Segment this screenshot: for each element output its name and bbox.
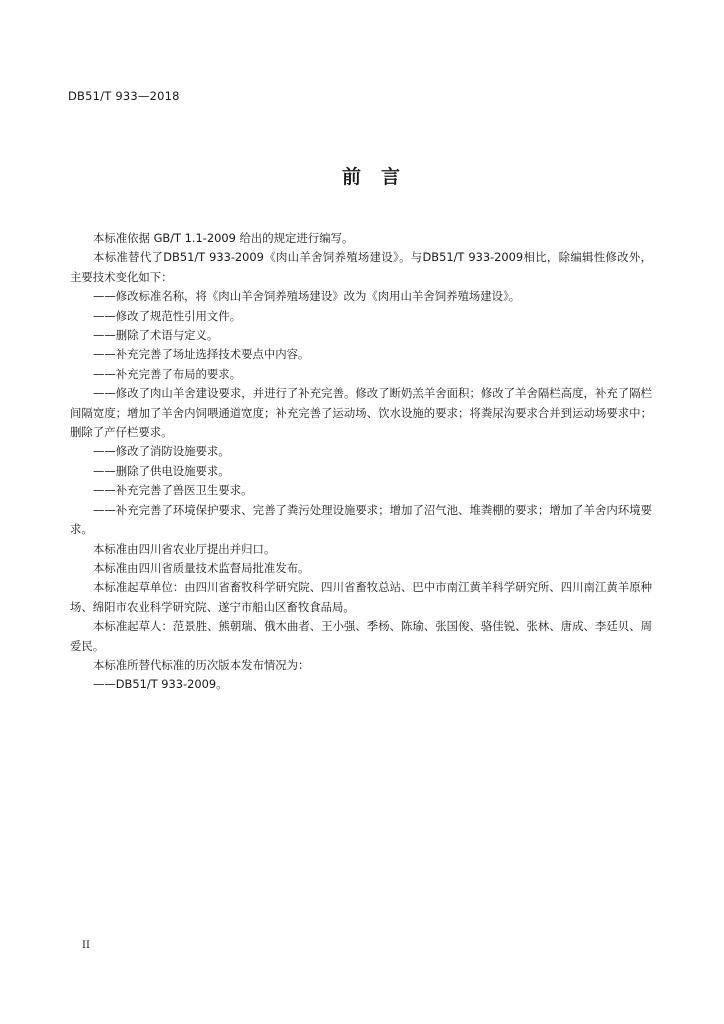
list-item: ——补充完善了布局的要求。 — [93, 366, 242, 381]
paragraph: 本标准依据 GB/T 1.1-2009 给出的规定进行编写。 — [93, 231, 354, 245]
paragraph: 本标准所替代标准的历次版本发布情况为： — [93, 657, 310, 672]
page-number: II — [82, 940, 90, 951]
paragraph: 本标准由四川省农业厅提出并归口。 — [93, 541, 276, 556]
list-item: ——补充完善了场址选择技术要点中内容。 — [93, 347, 310, 362]
list-item: ——补充完善了环境保护要求、完善了粪污处理设施要求；增加了沼气池、堆粪棚的要求；增加了羊舍内环境要求。 — [70, 502, 652, 537]
list-item: ——补充完善了兽医卫生要求。 — [93, 483, 253, 498]
list-item: ——DB51/T 933-2009。 — [93, 677, 228, 692]
list-item: ——修改标准名称，将《肉山羊舍饲养殖场建设》改为《肉用山羊舍饲养殖场建设》。 — [93, 289, 521, 304]
paragraph: 本标准起草人：范景胜、熊朝瑞、俄木曲者、王小强、季杨、陈瑜、张国俊、骆佳锐、张林、唐成、李廷贝、周爱民。 — [70, 619, 652, 653]
paragraph: 本标准起草单位：由四川省畜牧科学研究院、四川省畜牧总站、巴中市南江黄羊科学研究所、四川南江黄羊原种场、绵阳市农业科学研究院、遂宁市船山区畜牧食品局。 — [70, 580, 652, 614]
list-item: ——修改了肉山羊舍建设要求，并进行了补充完善。修改了断奶羔羊舍面积；修改了羊舍隔栏高度，补充了隔栏间隔宽度；增加了羊舍内饲喂通道宽度；补充完善了运动场、饮水设施的要求；将粪尿沟要求合并到运动场要求中；删除了产仔栏要求。 — [70, 386, 652, 440]
standard-code: DB51/T 933—2018 — [68, 89, 180, 103]
list-item: ——修改了规范性引用文件。 — [93, 308, 242, 323]
foreword-body — [70, 229, 652, 695]
page-title-text: 前言 — [341, 166, 420, 188]
list-item: ——删除了供电设施要求。 — [93, 463, 230, 478]
paragraph: 本标准由四川省质量技术监督局批准发布。 — [93, 560, 310, 575]
list-item: ——删除了术语与定义。 — [93, 328, 219, 343]
paragraph: 本标准替代了DB51/T 933-2009《肉山羊舍饲养殖场建设》。与DB51/T 933-2009相比，除编辑性修改外，主要技术变化如下： — [70, 250, 652, 284]
page-title — [0, 162, 724, 189]
list-item: ——修改了消防设施要求。 — [93, 444, 230, 459]
